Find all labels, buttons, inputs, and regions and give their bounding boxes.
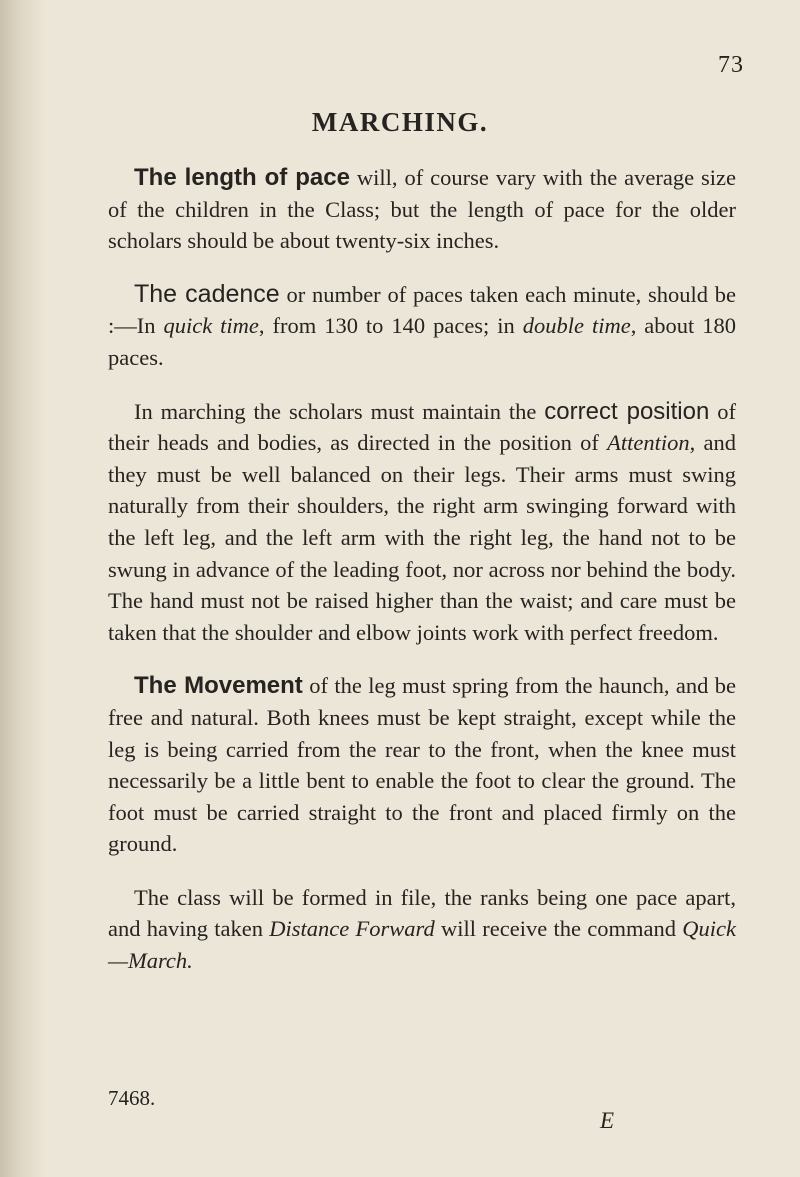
paragraph-correct-position	[108, 396, 736, 649]
paragraph-cadence	[108, 279, 736, 374]
paragraph-formation	[108, 882, 736, 977]
italic-term: Attention	[607, 430, 690, 456]
running-head: MARCHING.	[311, 107, 489, 137]
signature-mark: E	[599, 1108, 614, 1133]
paragraph-movement	[108, 670, 736, 860]
italic-term: Distance Forward	[269, 916, 435, 942]
paragraph-lead: The length of pace	[134, 164, 350, 191]
printer-signature-number: 7468.	[108, 1086, 156, 1110]
paragraph-length-of-pace	[108, 162, 736, 257]
paragraph-text: In marching the scholars must maintain the	[134, 398, 545, 424]
paragraph-text: , about 180 paces.	[108, 313, 736, 370]
paragraph-text: will receive the command	[434, 916, 683, 942]
paragraph-text: of their heads and bodies, as directed in the position of	[108, 398, 736, 456]
paragraph-text: The class will be formed in file, the ranks being one pace apart, and having taken	[108, 884, 736, 942]
emphasis-term: correct position	[544, 397, 710, 425]
italic-term: Quick—March.	[108, 916, 736, 974]
page-number: 73	[718, 52, 744, 78]
page-body	[108, 162, 736, 999]
paragraph-text: , and they must be well balanced on their legs. Their arms must swing naturally from their shoulders, the right arm swinging forward with the left leg, and the left arm with the right leg, the hand not to be swung in advance of the leading foot, nor across nor behind the body. The hand must not be raised higher than the waist; and care must be taken that the shoulder and elbow joints work with perfect freedom.	[108, 430, 736, 645]
paragraph-lead: The cadence	[134, 279, 280, 308]
paragraph-lead: The Movement	[134, 672, 303, 700]
italic-term: quick time	[163, 313, 259, 339]
paragraph-text: or number of paces taken each minute, should be :—In	[108, 281, 736, 339]
paragraph-text: of the leg must spring from the haunch, and be free and natural. Both knees must be kept straight, except while the leg is being carried from the rear to the front, when the knee must necessarily be a little bent to enable the foot to clear the ground. The foot must be carried straight to the front and placed firmly on the ground.	[108, 673, 736, 857]
italic-term: double time	[522, 313, 631, 339]
paragraph-text: , from 130 to 140 paces; in	[258, 313, 523, 339]
paragraph-text: will, of course vary with the average size of the children in the Class; but the length of pace for the older scholars should be about twenty-six inches.	[108, 165, 737, 254]
